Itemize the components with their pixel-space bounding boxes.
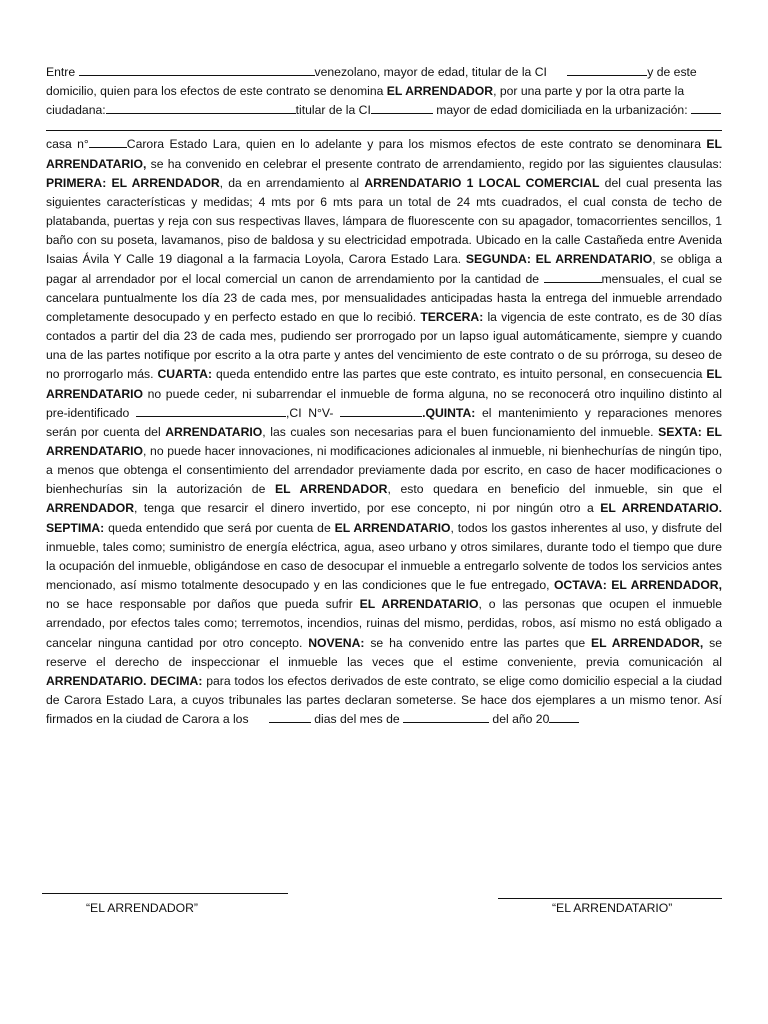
inquilino-name-blank — [136, 404, 286, 417]
casa-number-blank — [89, 135, 127, 148]
day-blank — [269, 710, 311, 723]
bold-term: EL ARRENDADOR — [274, 482, 388, 497]
bold-term: EL ARRENDADOR — [386, 84, 494, 99]
clause-sexta-heading: SEXTA: EL ARRENDATARIO — [46, 424, 722, 458]
text-segment: , da en arrendamiento al — [219, 175, 365, 190]
clause-cuarta-heading: CUARTA: — [157, 367, 213, 382]
text-segment: para todos los efectos derivados de este contrato, se elige como domicilio especial a la ciudad de Carora Estado Lara, a cuyos tribunales las partes declaran someterse. Se hace dos ejemplares a un mismo tenor. Así firmados en la ciudad de Carora a los — [46, 673, 722, 727]
contract-body-paragraph — [46, 135, 722, 729]
arrendador-signature-line — [42, 893, 288, 894]
arrendatario-signature-label: “EL ARRENDATARIO” — [552, 901, 673, 915]
bold-term: ARRENDATARIO. — [46, 673, 147, 688]
inquilino-ci-blank — [340, 404, 422, 417]
text-segment: dias del mes de — [310, 712, 404, 727]
text-segment: la vigencia de este contrato, es de 30 días contados a partir del dia 23 de cada mes, pudiendo ser prorrogado por un lapso igual automáticamente, siempre y cuando una de las partes notifique por escrito a la otra parte y antes del vencimiento de este contrato o de su prórroga, su deseo de no prorrogarlo más. — [46, 309, 723, 382]
text-segment: no se hace responsable por daños que pueda sufrir — [46, 597, 360, 612]
urbanizacion-blank — [691, 101, 721, 114]
text-segment: , no puede hacer innovaciones, ni modificaciones adicionales al inmueble, ni bienhechurías de ningún tipo, a menos que obtenga el consentimiento del arrendador previamente dada por escrito, en caso de hacer modificaciones o bienhechurías sin la autorización de — [46, 443, 722, 497]
bold-term: EL ARRENDATARIO — [334, 520, 451, 535]
text-segment: del año 20 — [489, 712, 550, 727]
text-segment: queda entendido entre las partes que este contrato, es intuito personal, en consecuencia — [212, 367, 707, 382]
bold-term: EL ARRENDATARIO — [359, 597, 479, 612]
text-segment: , las cuales son necesarias para el buen funcionamiento del inmueble. — [262, 424, 659, 439]
clause-septima-heading: SEPTIMA: — [46, 520, 105, 535]
text-segment: mayor de edad domiciliada en la urbanización: — [432, 103, 691, 118]
arrendatario-signature-line — [498, 898, 722, 899]
text-segment: , se obliga a pagar al arrendador por el local comercial un canon de arrendamiento por la cantidad de — [46, 252, 722, 286]
clause-decima-heading: DECIMA: — [146, 673, 203, 688]
text-segment: venezolano, mayor de edad, titular de la CI — [314, 65, 547, 79]
text-segment: mensuales, el cual se cancelara puntualmente los día 23 de cada mes, por mensualidades anticipadas hasta la entrega del inmueble arrendado completamente desocupado y en perfecto estado en que lo recibió. — [46, 271, 722, 324]
text-segment: se reserve el derecho de inspeccionar el inmueble las veces que el estime conveniente, previa comunicación al — [46, 635, 722, 669]
contract-intro-paragraph — [46, 63, 722, 120]
arrendador-ci-blank — [567, 63, 647, 76]
bold-term: ARRENDATARIO — [165, 424, 263, 439]
text-segment: , o las personas que ocupen el inmueble arrendado, por efectos tales como; terremotos, incendios, ruinas del mismo, perdidas, robos, así mismo no está obligado a cancelar ninguna cantidad por otro concepto. — [46, 597, 722, 650]
year-blank — [549, 710, 579, 723]
text-segment: queda entendido que será por cuenta de — [104, 520, 335, 535]
text-segment: , tenga que resarcir el dinero invertido, por ese concepto, ni por ningún otro a — [134, 501, 601, 516]
text-segment: , esto quedara en beneficio del inmueble, sin que el — [387, 482, 722, 497]
text-segment: no puede ceder, ni subarrendar el inmueble de forma alguna, no se reconocerá otro inquilino distinto al pre-identificado — [46, 386, 722, 420]
text-segment: titular de la CI — [295, 103, 371, 118]
bold-term: EL ARRENDATARIO — [46, 367, 722, 401]
arrendataria-name-blank — [106, 101, 296, 114]
text-segment: Entre — [46, 65, 79, 79]
text-segment: casa n° — [46, 137, 89, 152]
bold-term: EL ARRENDADOR, — [591, 635, 704, 650]
bold-term: ARRENDADOR — [46, 501, 135, 516]
urbanizacion-continuation-line — [46, 120, 722, 131]
clause-tercera-heading: TERCERA: — [420, 309, 484, 324]
bold-term: EL ARRENDATARIO, — [46, 137, 722, 171]
clause-octava-heading: OCTAVA: EL ARRENDADOR, — [553, 578, 722, 593]
clause-primera-heading: PRIMERA: EL ARRENDADOR — [46, 175, 220, 190]
clause-segunda-heading: SEGUNDA: EL ARRENDATARIO — [465, 252, 653, 267]
contract-document — [46, 63, 722, 729]
text-segment: , todos los gastos inherentes al uso, y disfrute del inmueble, tales como; suministro de energía eléctrica, agua, aseo urbano y otros similares, durante todo el tiempo que dure la ocupación del inmueble, obligándose en caso de desocupar el inmueble a entregarlo solvente de todos los servicios antes mencionado, así mismo totalmente desocupado y en las condiciones que le fue entregado, — [46, 520, 722, 593]
canon-amount-blank — [544, 270, 602, 283]
month-blank — [403, 710, 489, 723]
text-segment: , por una parte y por la otra parte la ciudadana: — [46, 84, 685, 118]
clause-quinta-heading: .QUINTA: — [422, 405, 476, 420]
text-segment: del cual presenta las siguientes características y medidas; 4 mts por 6 mts para un total de 24 mts cuadrados, el cual consta de techo de platabanda, puertas y reja con sus respectivas llaves, lámpara de fluorescente con su apagador, tomacorrientes sencillos, 1 baño con su poseta, lavamanos, piso de baldosa y su electricidad empotrada. Ubicado en la calle Castañeda entre Avenida Isaias Ávila Y Calle 19 diagonal a la farmacia Loyola, Carora Estado Lara. — [46, 175, 722, 267]
text-segment: se ha convenido en celebrar el presente contrato de arrendamiento, regido por las siguientes clausulas: — [146, 156, 722, 171]
text-segment: ,CI N°V- — [286, 405, 341, 420]
arrendador-signature-label: “EL ARRENDADOR” — [86, 901, 198, 915]
text-segment: Carora Estado Lara, quien en lo adelante y para los mismos efectos de este contrato se denominara — [126, 137, 707, 152]
bold-term: EL ARRENDATARIO. — [600, 501, 723, 516]
text-segment: y de este domicilio, quien para los efectos de este contrato se denomina — [46, 65, 697, 99]
bold-term: ARRENDATARIO 1 LOCAL COMERCIAL — [364, 175, 600, 190]
arrendador-name-blank — [79, 63, 315, 76]
clause-novena-heading: NOVENA: — [308, 635, 365, 650]
text-segment: se ha convenido entre las partes que — [364, 635, 592, 650]
text-segment: el mantenimiento y reparaciones menores serán por cuenta del — [46, 405, 723, 439]
arrendataria-ci-blank — [371, 101, 433, 114]
